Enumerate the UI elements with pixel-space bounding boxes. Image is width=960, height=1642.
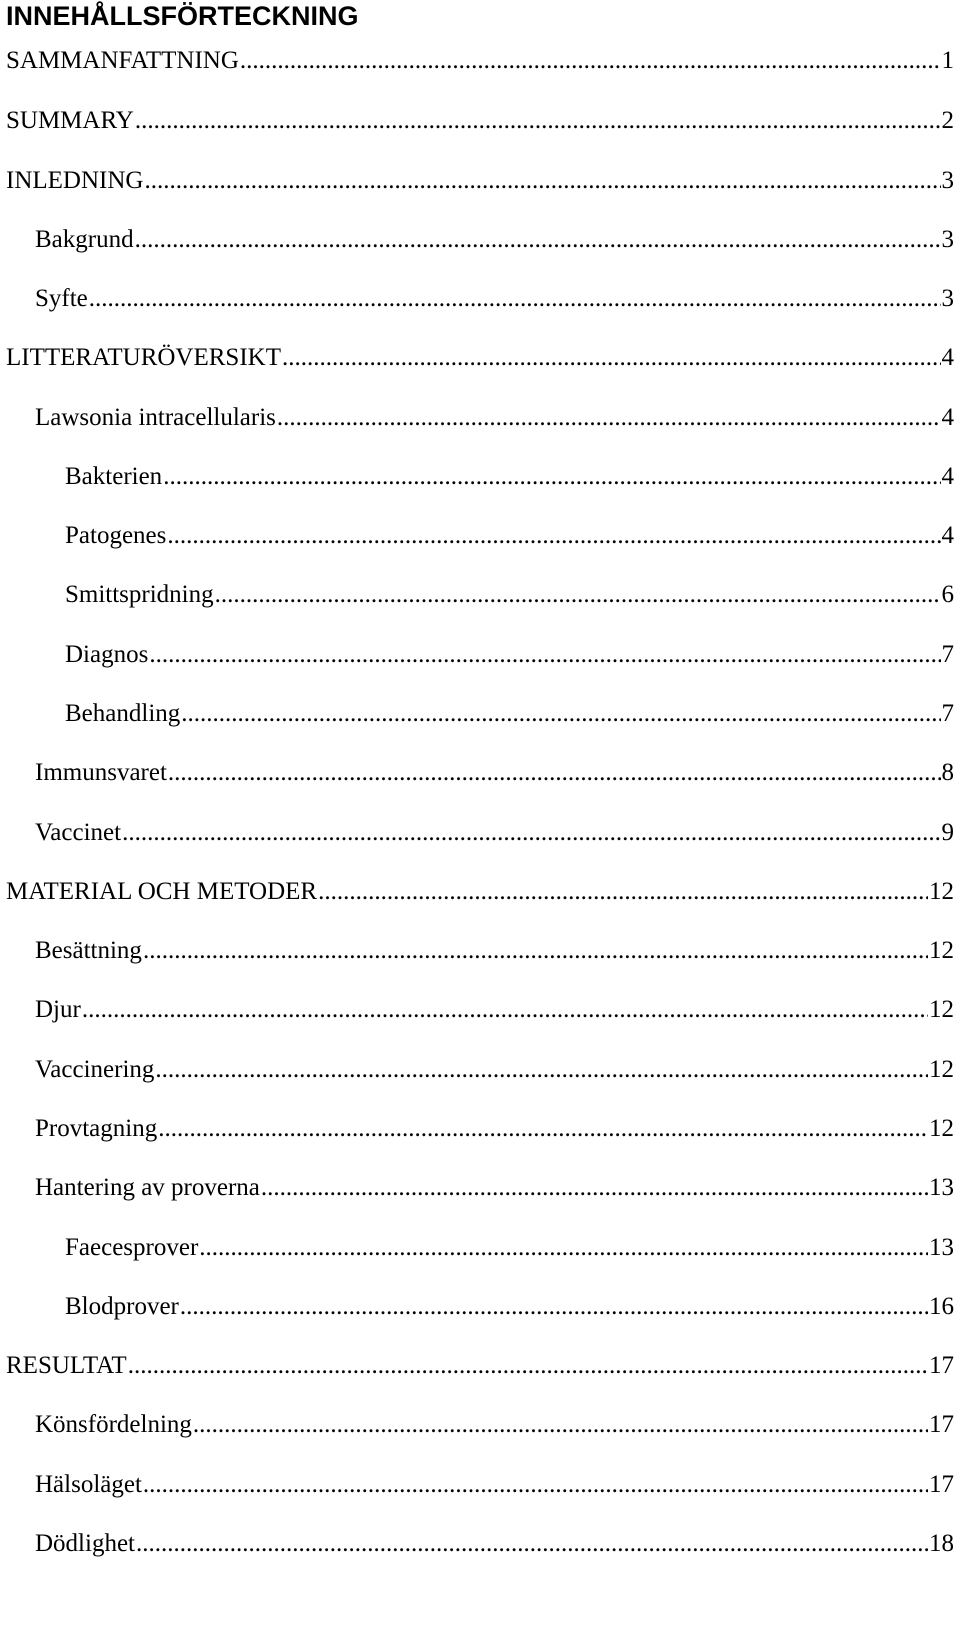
toc-entry-label: Lawsonia intracellularis xyxy=(35,404,276,431)
toc-entry-label: Provtagning xyxy=(35,1115,158,1142)
toc-entry-page: 1 xyxy=(941,47,954,74)
toc-entry[interactable] xyxy=(35,1112,954,1146)
dot-leader xyxy=(215,578,941,612)
toc-entry-page: 7 xyxy=(941,700,954,727)
toc-entry-label: Bakgrund xyxy=(35,226,134,253)
dot-leader xyxy=(193,1408,928,1442)
toc-entry[interactable] xyxy=(65,1290,954,1324)
toc-entry[interactable] xyxy=(6,104,954,138)
toc-entry-page: 12 xyxy=(929,996,954,1023)
dot-leader xyxy=(167,519,940,553)
toc-entry[interactable] xyxy=(35,1171,954,1205)
dot-leader xyxy=(240,44,941,78)
toc-entry[interactable] xyxy=(35,934,954,968)
toc-entry-page: 12 xyxy=(929,1115,954,1142)
dot-leader xyxy=(199,1231,928,1265)
toc-entry[interactable] xyxy=(35,1468,954,1502)
dot-leader xyxy=(135,223,941,257)
dot-leader xyxy=(143,934,928,968)
toc-entry[interactable] xyxy=(6,44,954,78)
toc-entry-label: Patogenes xyxy=(65,522,167,549)
toc-entry-page: 13 xyxy=(929,1174,954,1201)
toc-entry-page: 3 xyxy=(941,226,954,253)
toc-entry[interactable] xyxy=(65,697,954,731)
dot-leader xyxy=(122,816,940,850)
dot-leader xyxy=(158,1112,928,1146)
dot-leader xyxy=(82,993,928,1027)
toc-entry-page: 12 xyxy=(929,937,954,964)
toc-entry-page: 4 xyxy=(941,404,954,431)
toc-entry-page: 2 xyxy=(941,107,954,134)
dot-leader xyxy=(180,1290,928,1324)
toc-entry-page: 17 xyxy=(929,1471,954,1498)
dot-leader xyxy=(168,756,941,790)
dot-leader xyxy=(135,104,941,138)
dot-leader xyxy=(163,460,940,494)
dot-leader xyxy=(282,341,941,375)
toc-entry-page: 12 xyxy=(929,1056,954,1083)
toc-entry-label: Diagnos xyxy=(65,641,149,668)
toc-entry-page: 16 xyxy=(929,1293,954,1320)
toc-entry-page: 6 xyxy=(941,581,954,608)
dot-leader xyxy=(155,1053,928,1087)
toc-entry-label: Bakterien xyxy=(65,463,163,490)
toc-entry-label: MATERIAL OCH METODER xyxy=(6,878,318,905)
toc-entry-label: Syfte xyxy=(35,285,88,312)
toc-entry-page: 17 xyxy=(929,1352,954,1379)
toc-entry-page: 8 xyxy=(941,759,954,786)
dot-leader xyxy=(277,401,941,435)
toc-entry-label: SUMMARY xyxy=(6,107,134,134)
dot-leader xyxy=(149,638,940,672)
toc-entry-page: 18 xyxy=(929,1530,954,1557)
toc-entry[interactable] xyxy=(65,638,954,672)
toc-entry[interactable] xyxy=(65,578,954,612)
dot-leader xyxy=(144,164,940,198)
toc-entry-label: INLEDNING xyxy=(6,167,144,194)
toc-entry-page: 3 xyxy=(941,285,954,312)
toc-entry-label: Vaccinet xyxy=(35,819,122,846)
toc-entry[interactable] xyxy=(35,1408,954,1442)
toc-entry-page: 3 xyxy=(941,167,954,194)
toc-entry[interactable] xyxy=(6,1349,954,1383)
toc-entry-label: Könsfördelning xyxy=(35,1411,192,1438)
toc-entry[interactable] xyxy=(35,1053,954,1087)
toc-entry-label: Hälsoläget xyxy=(35,1471,142,1498)
toc-entry-page: 13 xyxy=(929,1234,954,1261)
toc-entry-page: 4 xyxy=(941,463,954,490)
dot-leader xyxy=(261,1171,928,1205)
dot-leader xyxy=(136,1527,928,1561)
dot-leader xyxy=(89,282,941,316)
toc-entry[interactable] xyxy=(6,341,954,375)
toc-entry-label: Dödlighet xyxy=(35,1530,135,1557)
toc-entry-label: Smittspridning xyxy=(65,581,214,608)
toc-entry[interactable] xyxy=(35,756,954,790)
toc-entry-page: 4 xyxy=(941,344,954,371)
toc-entry[interactable] xyxy=(65,1231,954,1265)
toc-entry[interactable] xyxy=(6,875,954,909)
toc-entry-label: Blodprover xyxy=(65,1293,179,1320)
toc-entry[interactable] xyxy=(35,993,954,1027)
toc-entry[interactable] xyxy=(35,816,954,850)
toc-entry[interactable] xyxy=(35,223,954,257)
toc-entry[interactable] xyxy=(65,460,954,494)
toc-entry-label: LITTERATURÖVERSIKT xyxy=(6,344,281,371)
toc-entry-page: 7 xyxy=(941,641,954,668)
toc-entry-label: Besättning xyxy=(35,937,142,964)
dot-leader xyxy=(318,875,928,909)
dot-leader xyxy=(128,1349,928,1383)
toc-entry-page: 12 xyxy=(929,878,954,905)
dot-leader xyxy=(143,1468,928,1502)
toc-entry-label: SAMMANFATTNING xyxy=(6,47,239,74)
toc-entry-page: 4 xyxy=(941,522,954,549)
toc-entry[interactable] xyxy=(35,282,954,316)
toc-entry-label: RESULTAT xyxy=(6,1352,127,1379)
toc-entry-label: Vaccinering xyxy=(35,1056,155,1083)
toc-entry[interactable] xyxy=(6,164,954,198)
toc-entry-label: Faecesprover xyxy=(65,1234,199,1261)
toc-entry-label: Djur xyxy=(35,996,81,1023)
dot-leader xyxy=(181,697,940,731)
toc-entry-label: Behandling xyxy=(65,700,181,727)
toc-entry[interactable] xyxy=(65,519,954,553)
toc-entry-page: 17 xyxy=(929,1411,954,1438)
toc-heading: INNEHÅLLSFÖRTECKNING xyxy=(6,1,359,31)
toc-entry-label: Hantering av proverna xyxy=(35,1174,260,1201)
toc-entry[interactable] xyxy=(35,1527,954,1561)
toc-entry-label: Immunsvaret xyxy=(35,759,167,786)
toc-entry-page: 9 xyxy=(941,819,954,846)
toc-entry[interactable] xyxy=(35,401,954,435)
